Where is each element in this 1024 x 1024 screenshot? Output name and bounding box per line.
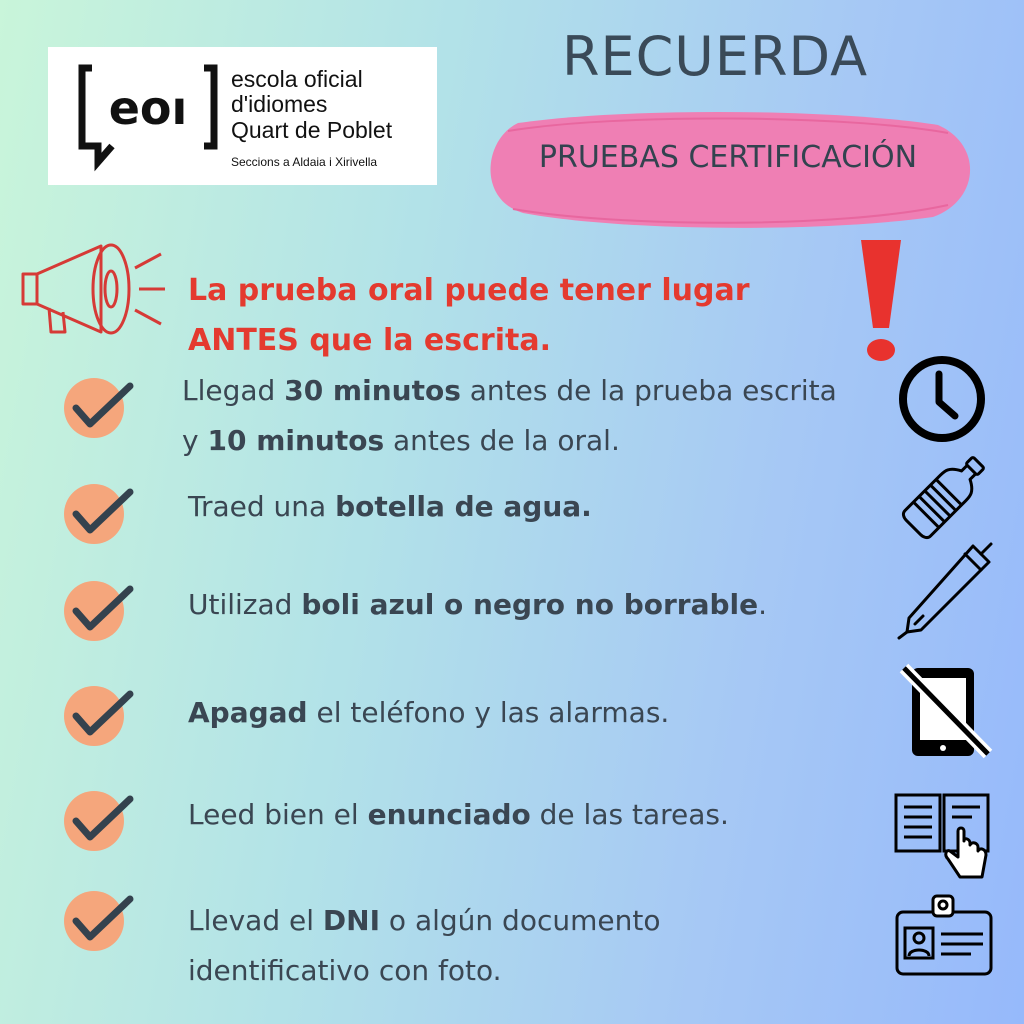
exclamation-icon: [855, 236, 905, 366]
item-line: Llevad el DNI o algún documento: [188, 904, 661, 937]
page-title: RECUERDA: [561, 25, 869, 88]
notice-line2: ANTES que la escrita.: [188, 323, 551, 358]
check-icon: [60, 478, 140, 548]
item-line: identificativo con foto.: [188, 954, 502, 987]
pen-icon: [893, 540, 995, 640]
megaphone-icon: [15, 232, 175, 342]
check-icon: [60, 575, 140, 645]
page-subtitle: PRUEBAS CERTIFICACIÓN: [538, 140, 918, 175]
school-logo: [48, 47, 437, 185]
oral-exam-notice: [188, 266, 828, 366]
logo-text-line3: Quart de Poblet: [231, 117, 393, 143]
logo-text-line2: d'idiomes: [231, 91, 328, 117]
item-arrival-time: [182, 366, 837, 466]
item-water-bottle: Traed una botella de agua.: [188, 490, 592, 523]
check-icon: [60, 785, 140, 855]
svg-text:eoı: eoı: [108, 81, 188, 135]
clock-icon: [895, 352, 990, 447]
notice-line1: La prueba oral puede tener lugar: [188, 273, 750, 308]
check-icon: [60, 885, 140, 955]
check-icon: [60, 372, 140, 442]
item-read-instructions: Leed bien el enunciado de las tareas.: [188, 798, 729, 831]
no-phone-icon: [898, 660, 994, 760]
eoi-logo-icon: [78, 62, 218, 172]
water-bottle-icon: [898, 447, 994, 543]
item-phone-off: Apagad el teléfono y las alarmas.: [188, 696, 670, 729]
logo-text-line1: escola oficial: [231, 66, 363, 92]
id-card-icon: [893, 890, 995, 980]
logo-text-line4: Seccions a Aldaia i Xirivella: [231, 155, 378, 169]
check-icon: [60, 680, 140, 750]
item-line: y 10 minutos antes de la oral.: [182, 424, 620, 457]
item-line: Llegad 30 minutos antes de la prueba escrita: [182, 374, 837, 407]
item-pen: Utilizad boli azul o negro no borrable.: [188, 588, 768, 621]
book-hand-icon: [892, 785, 992, 885]
item-id-document: [188, 896, 660, 996]
